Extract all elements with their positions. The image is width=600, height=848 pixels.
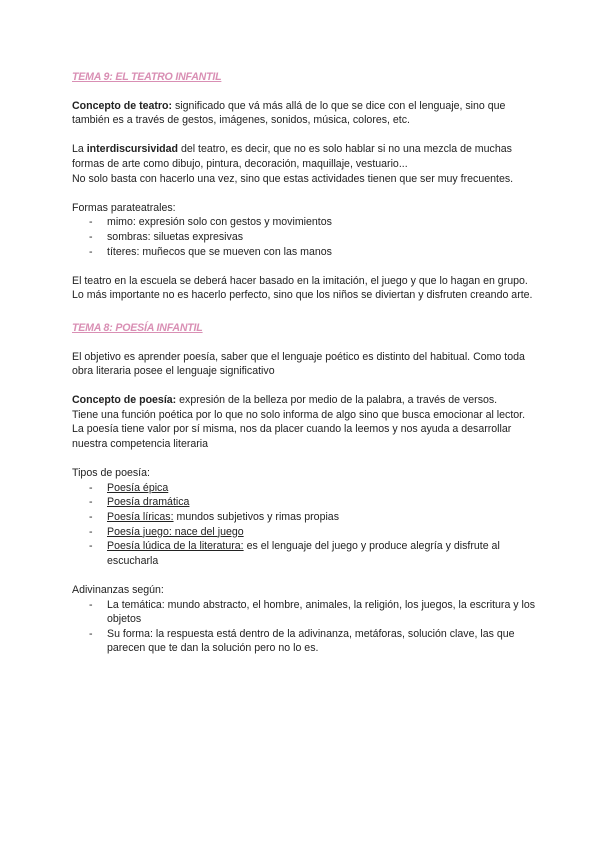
list-item bbox=[72, 539, 540, 568]
dash-bullet: - bbox=[89, 216, 93, 229]
list-item-text: Su forma: la respuesta está dentro de la adivinanza, metáforas, solución clave, las que parecen que te dan la solución pero no lo es. bbox=[107, 627, 515, 655]
paragraph-concepto-teatro bbox=[72, 99, 540, 128]
dash-bullet: - bbox=[89, 496, 93, 509]
list-item-text: títeres: muñecos que se mueven con las manos bbox=[107, 245, 332, 258]
adivinanzas-label: Adivinanzas según: bbox=[72, 584, 164, 596]
inter-prefix: La bbox=[72, 143, 87, 156]
paragraph-frecuencia: No solo basta con hacerlo una vez, sino que estas actividades tienen que ser muy frecuentes. bbox=[72, 172, 514, 185]
list-item bbox=[72, 230, 540, 245]
dash-bullet: - bbox=[89, 598, 93, 611]
paragraph-funcion: Tiene una función poética por lo que no solo informa de algo sino que busca emocionar al lector. bbox=[72, 408, 526, 421]
list-item bbox=[72, 245, 540, 260]
list-item-text: sombras: siluetas expresivas bbox=[107, 230, 244, 243]
paragraph-objetivo: El objetivo es aprender poesía, saber que el lenguaje poético es distinto del habitual. Como toda obra literaria posee el lenguaje significativo bbox=[72, 350, 525, 378]
dash-bullet: - bbox=[89, 230, 93, 243]
tipos-list bbox=[72, 481, 540, 569]
dash-bullet: - bbox=[89, 481, 93, 494]
list-item-term: Poesía líricas: bbox=[107, 511, 174, 524]
list-item-term: Poesía lúdica de la literatura: bbox=[107, 540, 244, 553]
paragraph-concepto-poesia bbox=[72, 393, 540, 408]
term-interdiscursividad: interdiscursividad bbox=[86, 143, 178, 156]
list-item bbox=[72, 525, 540, 540]
adivinanzas-list bbox=[72, 598, 540, 656]
list-item bbox=[72, 481, 540, 496]
dash-bullet: - bbox=[89, 525, 93, 538]
paragraph-interdiscursividad bbox=[72, 142, 540, 171]
paragraph-escuela: El teatro en la escuela se deberá hacer basado en la imitación, el juego y que lo hagan en grupo. Lo más importante no es hacerlo perfecto, sino que los niños se diviertan y disfruten creando arte. bbox=[72, 274, 533, 302]
list-item-text: La temática: mundo abstracto, el hombre, animales, la religión, los juegos, la escritura y los objetos bbox=[107, 598, 536, 626]
list-item-term: Poesía épica bbox=[107, 481, 169, 494]
dash-bullet: - bbox=[89, 245, 93, 258]
definition-concepto-poesia: expresión de la belleza por medio de la palabra, a través de versos. bbox=[176, 394, 498, 407]
dash-bullet: - bbox=[89, 540, 93, 553]
list-item bbox=[72, 598, 540, 627]
section-heading-tema9: TEMA 9: EL TEATRO INFANTIL bbox=[72, 71, 222, 83]
term-concepto-teatro: Concepto de teatro: bbox=[72, 99, 173, 112]
section-heading-tema8: TEMA 8: POESÍA INFANTIL bbox=[72, 321, 203, 334]
list-item-text: es el lenguaje del juego y produce alegría y disfrute al escucharla bbox=[107, 540, 500, 567]
formas-label: Formas parateatrales: bbox=[72, 201, 176, 214]
list-item bbox=[72, 627, 540, 656]
list-item-text: mundos subjetivos y rimas propias bbox=[173, 511, 339, 524]
tipos-label: Tipos de poesía: bbox=[72, 467, 150, 480]
definition-concepto-teatro: significado que vá más allá de lo que se dice con el lenguaje, sino que también es a través de gestos, imágenes, sonidos, música, colores, etc. bbox=[72, 99, 506, 127]
list-item bbox=[72, 510, 540, 525]
list-item bbox=[72, 495, 540, 510]
dash-bullet: - bbox=[89, 511, 93, 524]
list-item-term: Poesía dramática bbox=[107, 496, 190, 509]
formas-list bbox=[72, 215, 540, 259]
list-item-term: Poesía juego: nace del juego bbox=[107, 525, 244, 538]
term-concepto-poesia: Concepto de poesía: bbox=[72, 394, 177, 407]
dash-bullet: - bbox=[89, 627, 93, 640]
inter-text: del teatro, es decir, que no es solo hablar si no una mezcla de muchas formas de arte como dibujo, pintura, decoración, maquillaje, vestuario... bbox=[72, 143, 512, 170]
list-item bbox=[72, 215, 540, 230]
paragraph-valor: La poesía tiene valor por sí misma, nos da placer cuando la leemos y nos ayuda a desarrollar nuestra competencia literaria bbox=[72, 423, 512, 451]
list-item-text: mimo: expresión solo con gestos y movimientos bbox=[107, 216, 332, 229]
